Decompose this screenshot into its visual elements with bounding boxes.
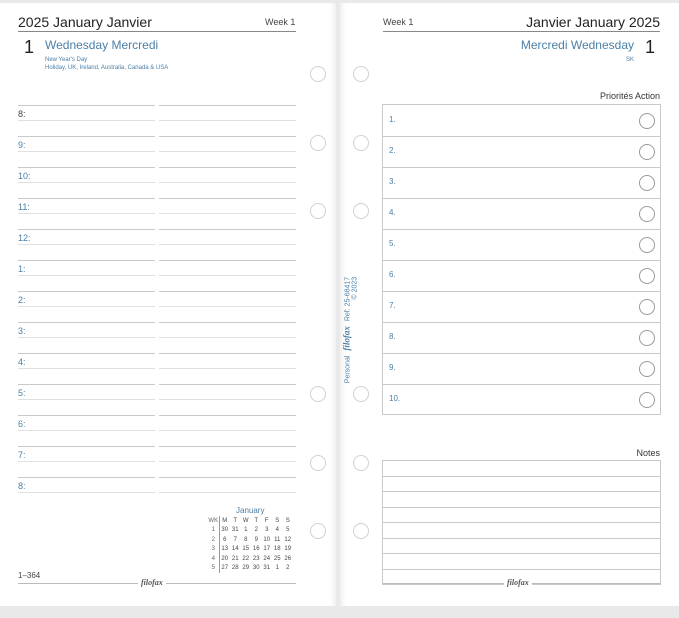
calendar-day-cell: 11 [274,536,281,543]
calendar-day-cell: 26 [284,555,292,562]
ring-hole [353,523,369,539]
priority-checkbox[interactable] [639,392,655,408]
calendar-day-cell: 31 [231,527,239,534]
half-hour-rule [159,430,296,431]
hour-rule [18,353,155,354]
hour-label: 5: [18,388,26,398]
calendar-day-cell: 14 [231,546,239,553]
half-hour-rule [159,244,296,245]
priority-number: 8. [389,332,396,341]
binding-copyright: © 2023 [351,276,359,300]
calendar-day-cell: 3 [265,527,269,534]
holiday-title: New Year's Day [45,57,88,63]
half-hour-rule [18,430,155,431]
binding-text [342,277,359,383]
calendar-day-cell: 31 [263,565,271,572]
notes-line [383,569,660,570]
hour-rule [159,198,296,199]
calendar-day-cell: 16 [252,546,260,553]
hour-label: 9: [18,140,26,150]
priority-row [383,353,660,385]
calendar-day-cell: 9 [254,536,258,543]
calendar-day-cell: 22 [242,555,250,562]
hour-rule [18,415,155,416]
calendar-week-number: 4 [208,554,219,564]
calendar-header-cell: WK [208,517,219,524]
priority-number: 7. [389,301,396,310]
calendar-day-cell: 1 [244,527,248,534]
ring-hole [310,455,326,471]
calendar-day-cell: 4 [275,527,279,534]
half-hour-rule [18,120,155,121]
notes-line [383,476,660,477]
half-hour-rule [159,461,296,462]
calendar-day-cell: 29 [242,565,250,572]
priority-number: 9. [389,363,396,372]
page-counter: 1–364 [18,571,41,580]
half-hour-rule [159,275,296,276]
calendar-day-cell: 27 [221,565,229,572]
calendar-week-number: 2 [208,535,219,545]
hour-rule [159,229,296,230]
left-week-label: Week 1 [265,17,296,27]
ring-hole [310,523,326,539]
ring-hole [353,135,369,151]
calendar-day-cell: 5 [286,527,290,534]
priority-checkbox[interactable] [639,113,655,129]
half-hour-rule [18,492,155,493]
calendar-day-cell: 2 [286,565,290,572]
hour-rule [18,446,155,447]
priority-checkbox[interactable] [639,330,655,346]
hour-label: 6: [18,419,26,429]
holiday-detail: Holiday, UK, Ireland, Australia, Canada & USA [45,65,169,71]
half-hour-rule [18,275,155,276]
hour-rule [159,415,296,416]
half-hour-rule [159,120,296,121]
calendar-day-cell: 25 [273,555,281,562]
calendar-week-number: 3 [208,545,219,555]
calendar-day-cell: 6 [223,536,227,543]
left-day-number: 1 [24,37,35,57]
priority-row [383,229,660,261]
half-hour-rule [159,399,296,400]
hour-rule [18,384,155,385]
calendar-day-cell: 8 [244,536,248,543]
notes-line [383,522,660,523]
hour-rule [159,291,296,292]
calendar-day-cell: 21 [231,555,239,562]
calendar-day-cell: 13 [221,546,229,553]
right-header-rule [383,31,660,32]
calendar-day-cell: 17 [263,546,271,553]
priority-checkbox[interactable] [639,299,655,315]
left-footer-brand: filofax [138,578,166,587]
priority-row [383,136,660,168]
hour-rule [159,322,296,323]
half-hour-rule [18,182,155,183]
notes-line [383,507,660,508]
half-hour-rule [159,306,296,307]
half-hour-rule [18,213,155,214]
hour-rule [18,322,155,323]
calendar-header-cell: T [254,517,259,524]
calendar-header-cell: W [242,517,249,524]
half-hour-rule [18,368,155,369]
priority-checkbox[interactable] [639,237,655,253]
calendar-day-cell: 7 [233,536,237,543]
hour-label: 12: [18,233,31,243]
calendar-day-cell: 19 [284,546,292,553]
calendar-header-cell: S [275,517,280,524]
left-header-rule [18,31,296,32]
priority-row [383,291,660,323]
priority-checkbox[interactable] [639,206,655,222]
ring-hole [310,135,326,151]
hour-label: 8: [18,109,26,119]
half-hour-rule [159,151,296,152]
left-month-title: 2025 January Janvier [18,14,152,30]
ring-hole [310,203,326,219]
right-footer-brand: filofax [504,578,532,587]
hour-rule [159,167,296,168]
priority-number: 5. [389,239,396,248]
hour-label: 7: [18,450,26,460]
half-hour-rule [18,244,155,245]
calendar-day-cell: 20 [221,555,229,562]
binding-brand: filofax [341,326,352,351]
hour-rule [159,384,296,385]
priority-number: 2. [389,146,396,155]
hour-rule [18,291,155,292]
half-hour-rule [18,461,155,462]
calendar-week-number: 1 [208,526,219,536]
half-hour-rule [159,492,296,493]
priority-number: 1. [389,115,396,124]
priority-number: 3. [389,177,396,186]
calendar-day-cell: 1 [275,565,279,572]
hour-label: 3: [18,326,26,336]
priority-checkbox[interactable] [639,361,655,377]
ring-hole [353,203,369,219]
calendar-week-number: 5 [208,564,219,574]
priority-row [383,384,660,415]
calendar-day-cell: 18 [273,546,281,553]
half-hour-rule [159,213,296,214]
hour-rule [159,136,296,137]
hour-label: 4: [18,357,26,367]
hour-rule [18,198,155,199]
priority-row [383,260,660,292]
priority-row [383,105,660,137]
half-hour-rule [18,399,155,400]
hour-label: 11: [18,202,30,212]
calendar-day-cell: 30 [252,565,260,572]
ring-hole [310,66,326,82]
calendar-header-cell: S [285,517,290,524]
half-hour-rule [159,337,296,338]
calendar-day-cell: 15 [242,546,250,553]
hour-rule [18,229,155,230]
calendar-day-cell: 28 [231,565,239,572]
right-day-name: Mercredi Wednesday [520,38,634,52]
priority-checkbox[interactable] [639,268,655,284]
hour-rule [159,446,296,447]
right-day-number: 1 [644,37,655,57]
hour-rule [18,105,155,106]
calendar-day-cell: 2 [254,527,258,534]
notes-title: Notes [636,448,660,458]
calendar-day-cell: 12 [284,536,292,543]
calendar-day-cell: 23 [252,555,260,562]
hour-rule [18,136,155,137]
left-day-name: Wednesday Mercredi [45,38,159,52]
hour-rule [18,477,155,478]
notes-line [383,553,660,554]
calendar-day-cell: 30 [221,527,229,534]
ring-hole [310,386,326,402]
hour-label: 10: [18,171,31,181]
hour-rule [18,260,155,261]
hour-rule [159,260,296,261]
hour-label: 2: [18,295,26,305]
right-week-label: Week 1 [383,17,414,27]
ring-hole [353,386,369,402]
hour-label: 1: [18,264,26,274]
priority-number: 4. [389,208,396,217]
binding-ref: Ref: 25-68417 [344,276,352,322]
calendar-header-cell: M [222,517,228,524]
right-month-title: Janvier January 2025 [526,14,660,30]
day-code: SK [625,57,634,63]
priority-number: 10. [389,394,401,403]
priority-checkbox[interactable] [639,144,655,160]
priority-row [383,322,660,354]
ring-hole [353,455,369,471]
hour-rule [159,105,296,106]
hour-label: 8: [18,481,26,491]
half-hour-rule [159,182,296,183]
ring-hole [353,66,369,82]
hour-rule [159,477,296,478]
notes-line [383,538,660,539]
priority-checkbox[interactable] [639,175,655,191]
priority-row [383,167,660,199]
half-hour-rule [159,368,296,369]
calendar-header-cell: T [233,517,238,524]
half-hour-rule [18,151,155,152]
notes-line [383,491,660,492]
priority-number: 6. [389,270,396,279]
half-hour-rule [18,337,155,338]
calendar-header-cell: F [264,517,269,524]
calendar-day-cell: 10 [263,536,271,543]
half-hour-rule [18,306,155,307]
mini-calendar [208,516,293,573]
priority-row [383,198,660,230]
binding-personal: Personal [344,355,352,384]
priorities-title: Priorités Action [599,91,660,101]
hour-rule [159,353,296,354]
calendar-day-cell: 24 [263,555,271,562]
hour-rule [18,167,155,168]
mini-calendar-title: January [236,506,265,515]
